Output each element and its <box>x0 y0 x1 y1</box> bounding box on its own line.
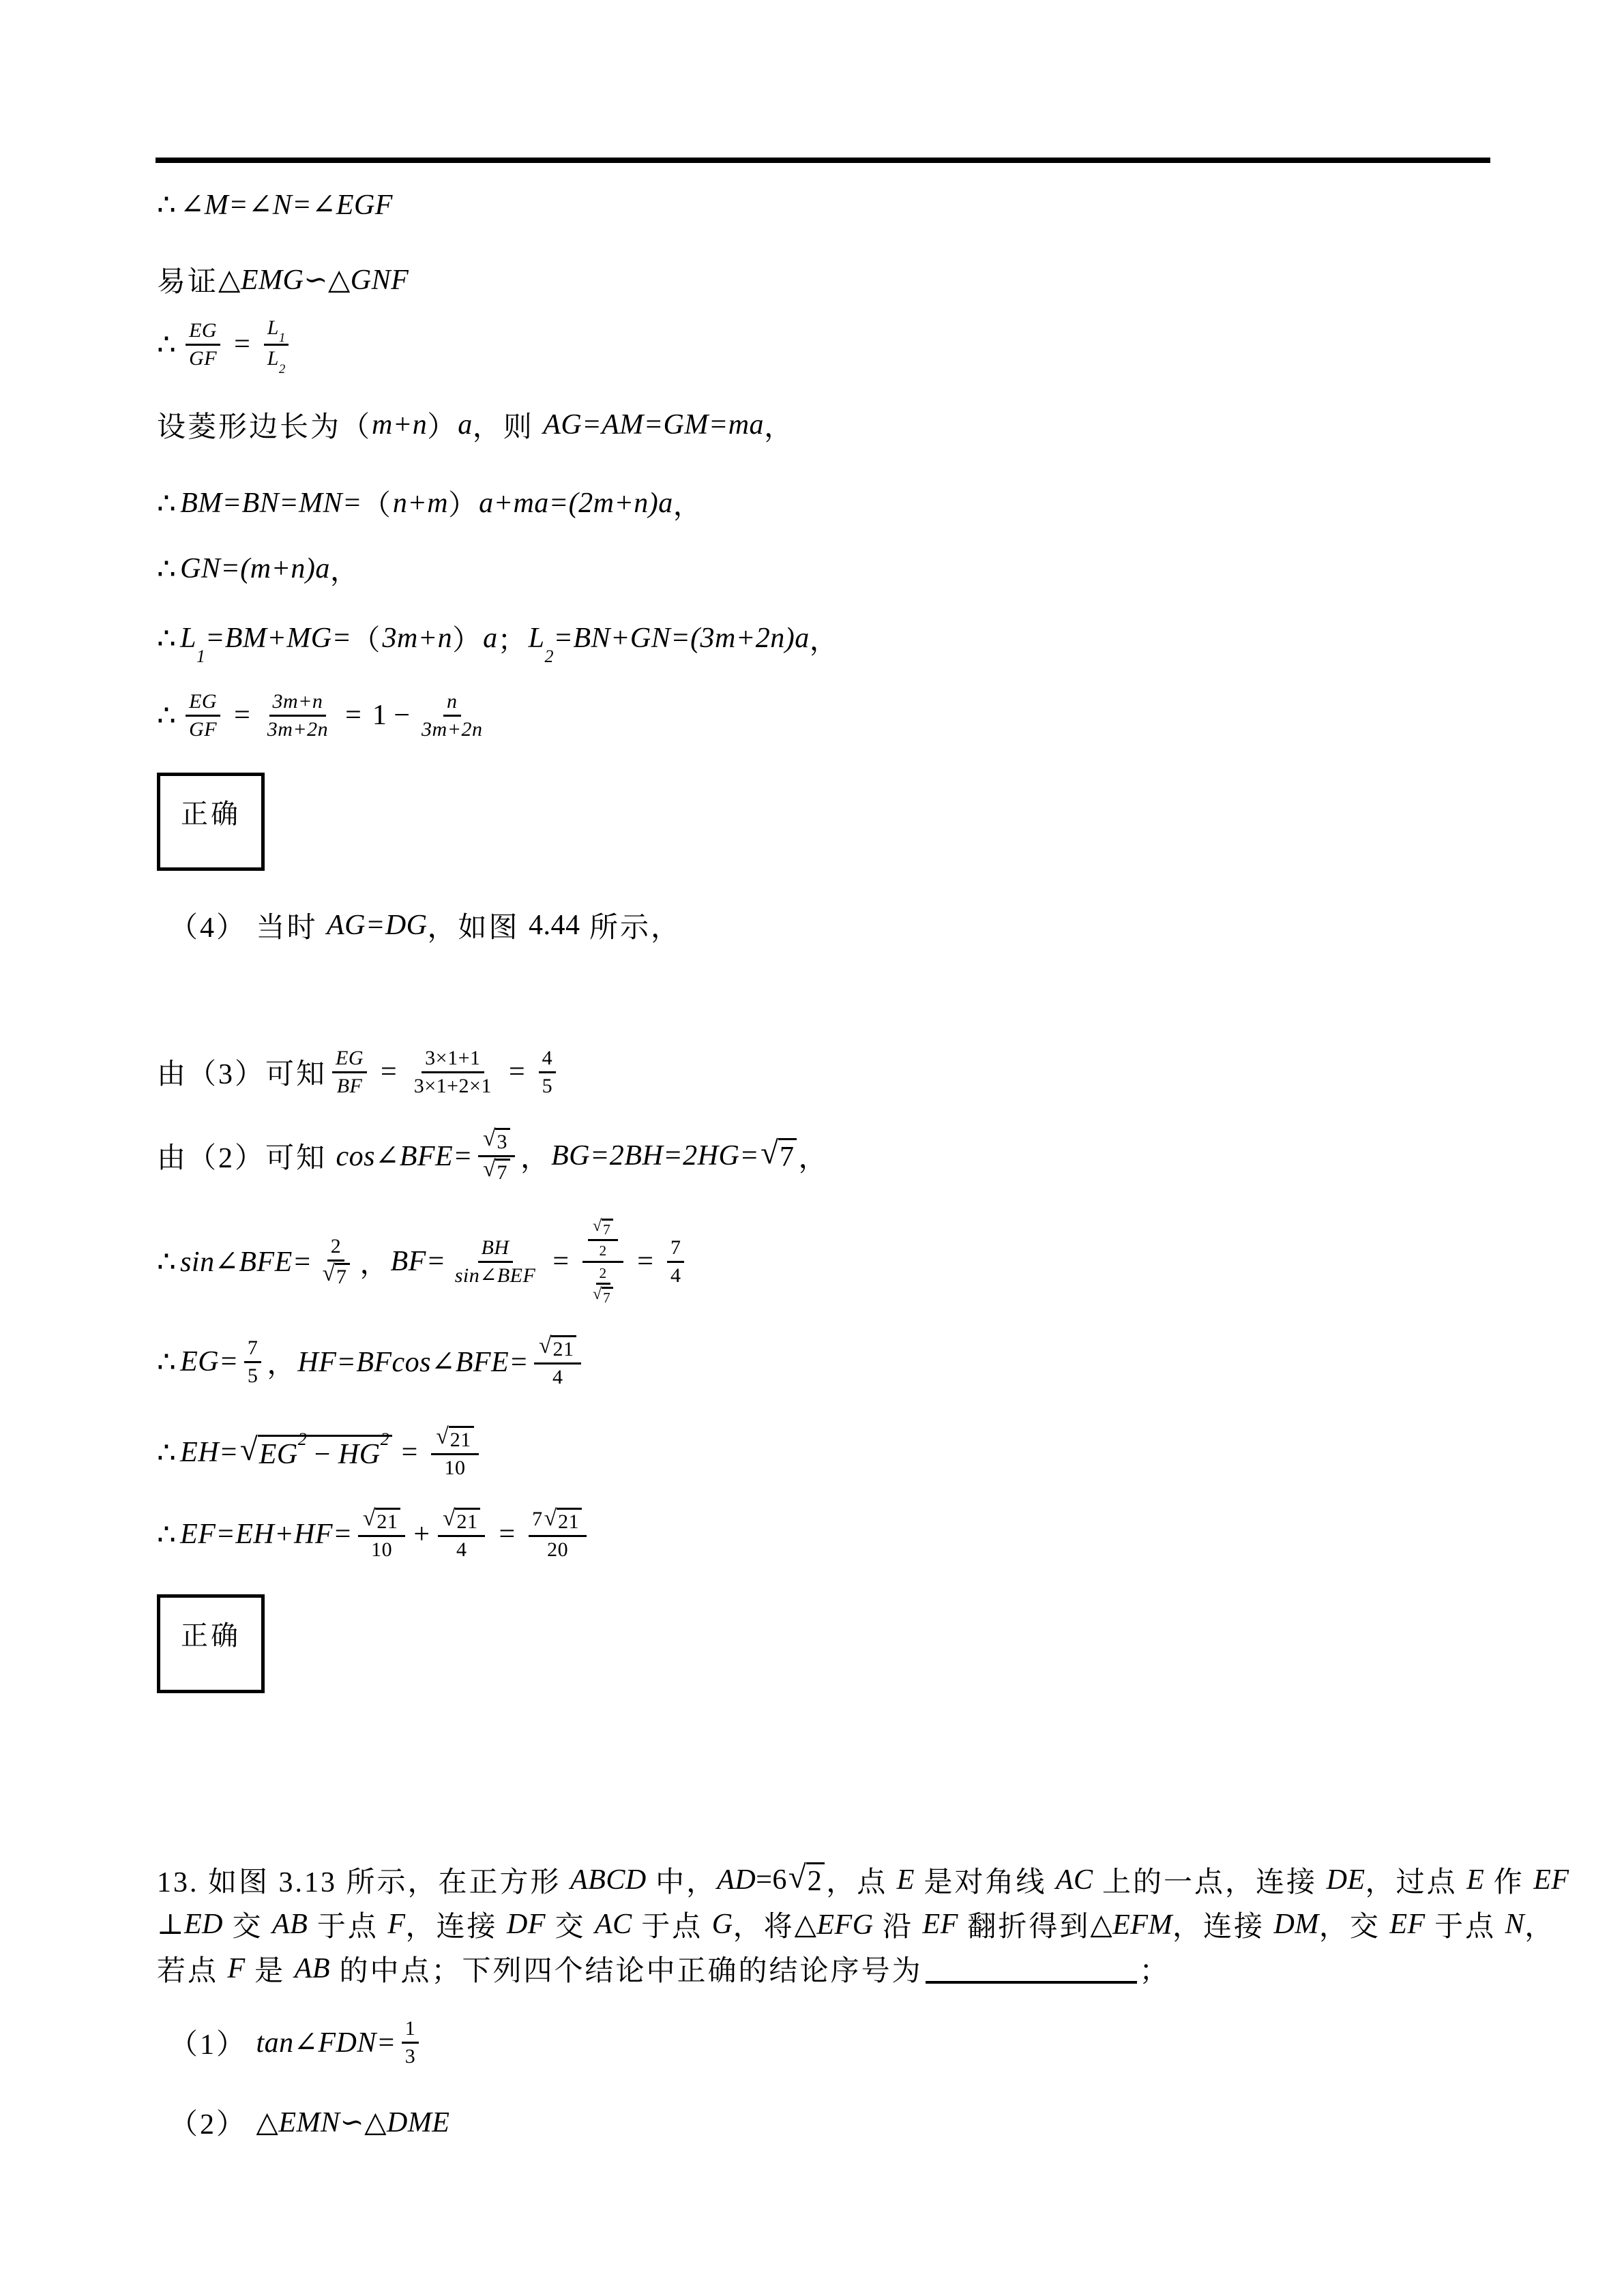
text-run: 2 <box>544 646 554 666</box>
correct-box-2-label: 正确 <box>181 1620 241 1651</box>
text-run: ∴ <box>157 1345 177 1379</box>
text-run: EH= <box>180 1437 239 1468</box>
fraction <box>332 1046 367 1099</box>
radical <box>362 1505 400 1534</box>
text-run: =BM+MG= <box>205 623 352 654</box>
radical-sign: √ <box>761 1135 778 1171</box>
fraction <box>418 689 486 742</box>
text-run: L <box>528 623 545 654</box>
text-run: n+m <box>392 488 449 519</box>
text-run: BF <box>336 1075 363 1097</box>
text-run: HF=BFcos∠BFE= <box>297 1347 529 1378</box>
text-run: 21 <box>552 1337 574 1360</box>
radical-sign: √ <box>239 1431 258 1467</box>
correct-box-1-label: 正确 <box>181 799 241 829</box>
formula-line-1 <box>157 181 393 228</box>
text-run: − <box>306 1438 338 1470</box>
text-run: EG <box>259 1438 298 1470</box>
text-run: ∴ <box>157 486 177 520</box>
text-run: ∽ <box>340 2107 365 2138</box>
text-run: EF=EH+HF= <box>180 1519 353 1550</box>
text-run: △EMG <box>218 265 304 296</box>
text-run: L <box>267 316 279 339</box>
text-run: 1 <box>278 331 286 346</box>
fraction <box>411 1046 495 1099</box>
text-run: 1 − <box>372 700 411 731</box>
formula-line-12 <box>157 1206 690 1317</box>
text-run: = <box>401 1437 418 1468</box>
formula-line-13 <box>157 1324 587 1399</box>
text-run: ； <box>497 625 529 657</box>
text-run: 4 <box>456 1538 467 1561</box>
text-run: 5 <box>542 1075 553 1097</box>
radical <box>483 1159 510 1185</box>
formula-line-5 <box>157 479 704 527</box>
text-run: BM=BN=MN= <box>180 488 362 519</box>
text-run: 1 <box>196 646 205 666</box>
text-run: = <box>381 1056 397 1088</box>
text-run: 作 <box>1484 1867 1534 1898</box>
text-run: N <box>1505 1909 1525 1940</box>
text-run: EF <box>922 1909 958 1940</box>
text-run: 3 <box>497 1130 507 1153</box>
text-run: ∴ <box>157 327 177 361</box>
radical-sign: √ <box>788 1860 806 1895</box>
radical <box>544 1505 582 1534</box>
text-run: ， <box>809 625 840 657</box>
fraction <box>478 1127 515 1185</box>
text-run: ， <box>798 1143 829 1174</box>
text-run: 7 <box>603 1221 611 1238</box>
text-run: 4 <box>542 1046 553 1069</box>
text-run: ，点 <box>826 1867 897 1898</box>
text-run: 21 <box>558 1510 580 1533</box>
fraction <box>358 1507 405 1562</box>
text-run: 由（2）可知 <box>157 1143 336 1174</box>
radical-sign: √ <box>436 1423 449 1449</box>
text-run: （ <box>351 625 383 657</box>
radical-sign: √ <box>483 1157 496 1182</box>
text-run: AG=AM=GM=ma <box>543 409 765 441</box>
text-run: 4.44 <box>529 910 580 941</box>
text-run: a <box>458 409 473 441</box>
text-run: （4） 当时 <box>169 912 327 944</box>
text-run: △DME <box>364 2107 450 2138</box>
text-run: ，交 <box>1318 1911 1390 1943</box>
text-run: 3×1+2×1 <box>413 1075 492 1097</box>
fraction <box>402 2016 419 2069</box>
text-run: 1 <box>404 2016 416 2040</box>
question-13-line-3 <box>157 1951 1170 1986</box>
question-13-line-1 <box>157 1862 1569 1898</box>
text-run: ⊥ <box>157 1909 184 1941</box>
text-run: F <box>387 1909 406 1940</box>
radical <box>443 1505 480 1534</box>
text-run: ，则 <box>472 412 544 443</box>
text-run: ， <box>267 1349 298 1380</box>
text-run: EF <box>1533 1864 1569 1896</box>
text-run: 于点 <box>308 1911 388 1943</box>
text-run: ，如图 <box>427 912 529 944</box>
text-run: AD <box>717 1864 756 1896</box>
text-run: 3×1+1 <box>425 1046 481 1069</box>
text-run: 是对角线 <box>914 1867 1056 1898</box>
text-run: ∴ <box>157 552 177 586</box>
text-run: 是 <box>245 1956 295 1987</box>
text-run: ED <box>184 1909 223 1940</box>
formula-line-10 <box>157 1031 561 1113</box>
formula-line-15 <box>157 1497 592 1572</box>
text-run: ∴ <box>157 698 177 732</box>
text-run: ∽ <box>304 265 328 296</box>
text-run: 交 <box>546 1911 595 1943</box>
radical <box>483 1125 510 1154</box>
text-run: 3 <box>404 2045 416 2068</box>
text-run: m+n <box>372 409 428 441</box>
text-run: DE <box>1326 1864 1365 1896</box>
text-run: 的中点；下列四个结论中正确的结论序号为 <box>330 1956 923 1987</box>
text-run: EG <box>336 1046 364 1069</box>
text-run: cos∠BFE= <box>336 1141 473 1172</box>
text-run: 2 <box>599 1264 607 1281</box>
text-run: L <box>267 347 279 370</box>
text-run: = <box>508 1056 525 1088</box>
text-run: 4 <box>670 1264 681 1287</box>
radical <box>788 1862 825 1898</box>
text-run: ，过点 <box>1365 1867 1467 1898</box>
text-run: BF= <box>390 1246 446 1277</box>
fraction <box>431 1425 478 1480</box>
text-run: 2 <box>380 1429 389 1449</box>
fraction <box>539 1046 557 1099</box>
text-run: EG <box>189 318 218 342</box>
radical-sign: √ <box>593 1217 602 1235</box>
text-run: 3m+n <box>272 689 323 713</box>
formula-line-9 <box>169 901 681 949</box>
fraction <box>529 1507 587 1562</box>
fraction <box>186 689 220 742</box>
text-run: ∴ <box>157 621 177 655</box>
fraction <box>438 1507 485 1562</box>
text-run: ； <box>1139 1956 1170 1987</box>
text-run: = <box>637 1246 653 1277</box>
text-run: 4 <box>552 1366 563 1388</box>
text-run: = <box>552 1246 569 1277</box>
fraction <box>264 689 331 742</box>
text-run: AC <box>1055 1864 1093 1896</box>
text-run: 沿 <box>873 1911 923 1943</box>
question-13-line-2 <box>157 1907 1555 1942</box>
text-run: ， <box>520 1143 551 1174</box>
question-13-item-1 <box>169 2012 424 2073</box>
text-run: tan∠FDN= <box>256 2027 396 2059</box>
text-run: ，连接 <box>405 1911 507 1943</box>
fraction <box>244 1336 262 1388</box>
text-run: △EFG <box>794 1909 874 1941</box>
radical <box>323 1263 350 1289</box>
text-run: GF <box>189 347 218 370</box>
text-run: ， <box>764 412 795 443</box>
text-run: 7 <box>336 1266 347 1288</box>
text-run: ， <box>329 556 361 587</box>
radical <box>539 1332 576 1362</box>
radical <box>593 1287 613 1307</box>
text-run: 2 <box>807 1866 823 1897</box>
text-run: 易证 <box>157 267 219 298</box>
text-run: a+ma=(2m+n)a <box>479 488 673 519</box>
radical-sign: √ <box>593 1285 602 1303</box>
text-run: 于点 <box>632 1911 712 1943</box>
radical-sign: √ <box>539 1332 552 1358</box>
text-run: ， <box>1524 1911 1556 1943</box>
fraction <box>264 316 289 374</box>
top-divider <box>156 158 1490 163</box>
radical-sign: √ <box>362 1505 376 1531</box>
formula-line-2 <box>157 256 409 303</box>
text-run: HG <box>338 1438 381 1470</box>
text-run: 7 <box>497 1161 507 1184</box>
formula-line-11 <box>157 1112 829 1200</box>
text-run: = <box>345 700 361 731</box>
text-run: ，将 <box>733 1911 795 1943</box>
text-run: △GNF <box>328 265 409 296</box>
text-run: 上的一点，连接 <box>1093 1867 1327 1898</box>
fraction <box>318 1234 355 1289</box>
text-run: sin∠BEF <box>454 1264 536 1287</box>
answer-blank <box>926 1954 1137 1984</box>
text-run: 10 <box>444 1457 466 1479</box>
text-run: AB <box>294 1953 330 1984</box>
text-run: △EFM <box>1090 1909 1172 1941</box>
text-run: 7 <box>603 1289 611 1306</box>
text-run: BG=2BH=2HG= <box>550 1140 760 1172</box>
text-run: EF <box>1389 1909 1426 1940</box>
text-run: ∴ <box>157 188 177 222</box>
text-run: ∴ <box>157 1435 177 1470</box>
text-run: = <box>234 329 250 360</box>
fraction <box>186 318 220 371</box>
text-run: 交 <box>223 1911 273 1943</box>
fraction <box>588 1217 618 1259</box>
formula-line-6 <box>157 545 361 593</box>
text-run: AC <box>595 1909 632 1940</box>
text-run: 若点 <box>157 1956 228 1987</box>
formula-line-7 <box>157 614 840 666</box>
text-run: EG <box>189 689 218 713</box>
text-run: ） <box>427 412 458 443</box>
text-run: L <box>180 623 196 654</box>
text-run: 10 <box>371 1538 393 1561</box>
text-run: 3m+n <box>382 623 453 654</box>
text-run: （2） <box>169 2109 256 2141</box>
radical-sign: √ <box>322 1261 336 1286</box>
text-run: 7 <box>670 1236 681 1259</box>
correct-box-1 <box>157 773 265 871</box>
text-run: 所示， <box>580 912 682 944</box>
text-run: （1） <box>169 2029 256 2061</box>
text-run: ∴ <box>157 1244 177 1279</box>
text-run: EG= <box>180 1346 239 1377</box>
text-run: =BN+GN=(3m+2n)a <box>553 623 810 654</box>
text-run: 5 <box>247 1365 259 1387</box>
text-run: 2 <box>330 1234 342 1257</box>
text-run: 2 <box>297 1429 307 1449</box>
text-run: sin∠BFE= <box>180 1247 312 1278</box>
radical <box>239 1429 392 1471</box>
text-run: ，连接 <box>1172 1911 1274 1943</box>
text-run: 21 <box>456 1510 478 1533</box>
formula-line-14 <box>157 1422 484 1483</box>
text-run: = <box>234 700 250 731</box>
fraction <box>534 1332 581 1390</box>
text-run: 21 <box>377 1510 398 1533</box>
text-run: ABCD <box>570 1864 647 1896</box>
text-run: + <box>413 1519 430 1550</box>
text-run: E <box>1466 1864 1485 1896</box>
text-run: AG=DG <box>327 910 428 941</box>
text-run: n <box>447 689 458 713</box>
text-run: ） <box>452 625 484 657</box>
formula-line-4 <box>157 401 795 449</box>
text-run: 7 <box>247 1336 259 1359</box>
text-run: △EMN <box>256 2107 340 2138</box>
fraction <box>667 1236 685 1288</box>
text-run: ， <box>359 1249 391 1280</box>
text-run: BH <box>481 1236 510 1259</box>
text-run: 3m+2n <box>267 718 329 741</box>
fraction <box>582 1216 623 1308</box>
text-run: E <box>896 1864 915 1896</box>
text-run: （ <box>341 412 372 443</box>
text-run: 由（3）可知 <box>157 1059 327 1090</box>
text-run: F <box>227 1953 246 1984</box>
text-run: 设菱形边长为 <box>157 412 342 443</box>
radical-sign: √ <box>483 1125 496 1151</box>
text-run: 翻折得到 <box>958 1911 1091 1943</box>
text-run: 7 <box>779 1142 795 1173</box>
text-run: 3m+2n <box>422 718 483 741</box>
text-run: 于点 <box>1425 1911 1505 1943</box>
text-run: DM <box>1273 1909 1319 1940</box>
text-run: ， <box>673 490 704 522</box>
radical-sign: √ <box>544 1505 557 1531</box>
text-run: （ <box>361 490 393 522</box>
text-run: AB <box>272 1909 308 1940</box>
text-run: 2 <box>599 1242 607 1259</box>
formula-line-8 <box>157 674 491 756</box>
fraction <box>452 1236 540 1288</box>
formula-line-3 <box>157 303 294 385</box>
text-run: a <box>483 623 498 654</box>
radical <box>436 1423 473 1452</box>
question-13-item-2 <box>169 2099 449 2145</box>
text-run: = <box>499 1519 516 1550</box>
radical-sign: √ <box>443 1505 456 1531</box>
correct-box-2 <box>157 1594 265 1693</box>
text-run: 2 <box>278 361 286 376</box>
text-run: ） <box>448 490 479 522</box>
text-run: 7 <box>532 1507 543 1530</box>
text-run: ∴ <box>157 1517 177 1551</box>
text-run: 20 <box>547 1538 569 1561</box>
text-run: 13. 如图 3.13 所示，在正方形 <box>157 1867 571 1898</box>
radical <box>593 1219 613 1238</box>
text-run: ∠M=∠N=∠EGF <box>180 190 393 221</box>
fraction <box>588 1264 618 1307</box>
text-run: GN=(m+n)a <box>180 553 330 584</box>
text-run: 中， <box>646 1867 718 1898</box>
text-run: GF <box>189 718 218 741</box>
text-run: =6 <box>756 1864 787 1896</box>
radical <box>761 1135 797 1174</box>
text-run: G <box>711 1909 733 1940</box>
text-run: DF <box>507 1909 546 1940</box>
text-run: 21 <box>449 1428 471 1451</box>
